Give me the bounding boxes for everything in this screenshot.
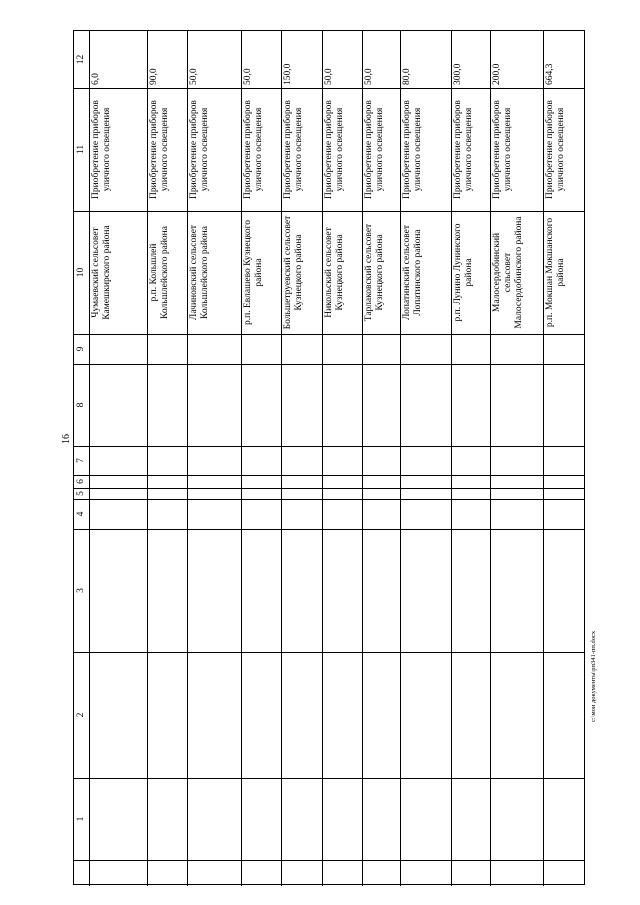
amount-cell: 300,0 xyxy=(453,63,463,85)
locality-cell: р.п. Евлашево Кузнецкого района xyxy=(243,220,264,325)
locality-cell: Большетруевский сельсовет Кузнецкого района xyxy=(283,215,304,330)
locality-cell: р.п. Лунино Лунинского района xyxy=(453,223,474,322)
purpose-cell: Приобретение приборов уличного освещения xyxy=(324,100,345,199)
column-number-7: 7 xyxy=(76,458,87,463)
locality-cell: Никольский сельсовет Кузнецкого района xyxy=(324,227,345,318)
amount-cell: 6,0 xyxy=(91,73,101,85)
locality-cell: р.п. Кольшлей Кольшлейского района xyxy=(149,226,170,319)
purpose-cell: Приобретение приборов уличного освещения xyxy=(149,100,170,199)
locality-cell: Тарлаковский сельсовет Кузнецкого района xyxy=(364,223,385,322)
column-number-12: 12 xyxy=(76,54,87,65)
grid-line-horizontal xyxy=(74,475,584,476)
locality-cell: Чумаевский сельсовет Камешкирского района xyxy=(91,225,112,320)
amount-cell: 664,3 xyxy=(545,63,555,85)
amount-cell: 50,0 xyxy=(324,68,334,85)
column-number-5: 5 xyxy=(76,491,87,496)
purpose-cell: Приобретение приборов уличного освещения xyxy=(364,100,385,199)
grid-line-horizontal xyxy=(74,446,584,447)
column-number-9: 9 xyxy=(76,346,87,352)
file-path: c:\мои документы\рп341-пп.docx xyxy=(590,630,597,722)
purpose-cell: Приобретение приборов уличного освещения xyxy=(189,100,210,199)
amount-cell: 200,0 xyxy=(492,63,502,85)
locality-cell: Лопатинский сельсовет Лопатинского района xyxy=(402,224,423,321)
rotated-table xyxy=(73,30,585,885)
purpose-cell: Приобретение приборов уличного освещения xyxy=(545,100,566,199)
column-number-10: 10 xyxy=(76,267,87,278)
page-number: 16 xyxy=(61,434,72,444)
purpose-cell: Приобретение приборов уличного освещения xyxy=(492,100,513,199)
column-number-2: 2 xyxy=(76,712,87,718)
locality-cell: Лачиновский сельсовет Кольшлейского района xyxy=(189,224,210,321)
grid-line-horizontal xyxy=(74,488,584,489)
grid-line-horizontal xyxy=(74,860,584,861)
column-number-1: 1 xyxy=(76,816,87,822)
amount-cell: 90,0 xyxy=(149,68,159,85)
amount-cell: 50,0 xyxy=(243,68,253,85)
amount-cell: 50,0 xyxy=(189,68,199,85)
purpose-cell: Приобретение приборов уличного освещения xyxy=(402,100,423,199)
column-number-11: 11 xyxy=(76,144,87,155)
column-number-4: 4 xyxy=(76,511,87,517)
column-number-8: 8 xyxy=(76,402,87,408)
amount-cell: 150,0 xyxy=(283,63,293,85)
grid-line-horizontal xyxy=(74,334,584,335)
locality-cell: р.п. Мокшан Мокшанского района xyxy=(545,217,566,328)
grid-line-horizontal xyxy=(74,652,584,653)
grid-line-horizontal xyxy=(74,529,584,530)
purpose-cell: Приобретение приборов уличного освещения xyxy=(91,100,112,199)
column-number-3: 3 xyxy=(76,588,87,593)
grid-line-horizontal xyxy=(74,364,584,365)
purpose-cell: Приобретение приборов уличного освещения xyxy=(243,100,264,199)
amount-cell: 50,0 xyxy=(364,68,374,85)
grid-line-horizontal xyxy=(74,499,584,500)
purpose-cell: Приобретение приборов уличного освещения xyxy=(453,100,474,199)
grid-line-horizontal xyxy=(74,778,584,779)
purpose-cell: Приобретение приборов уличного освещения xyxy=(283,100,304,199)
locality-cell: Малосердобинский сельсовет Малосердобинского района xyxy=(492,216,524,329)
column-number-6: 6 xyxy=(76,479,87,484)
amount-cell: 80,0 xyxy=(402,68,412,85)
